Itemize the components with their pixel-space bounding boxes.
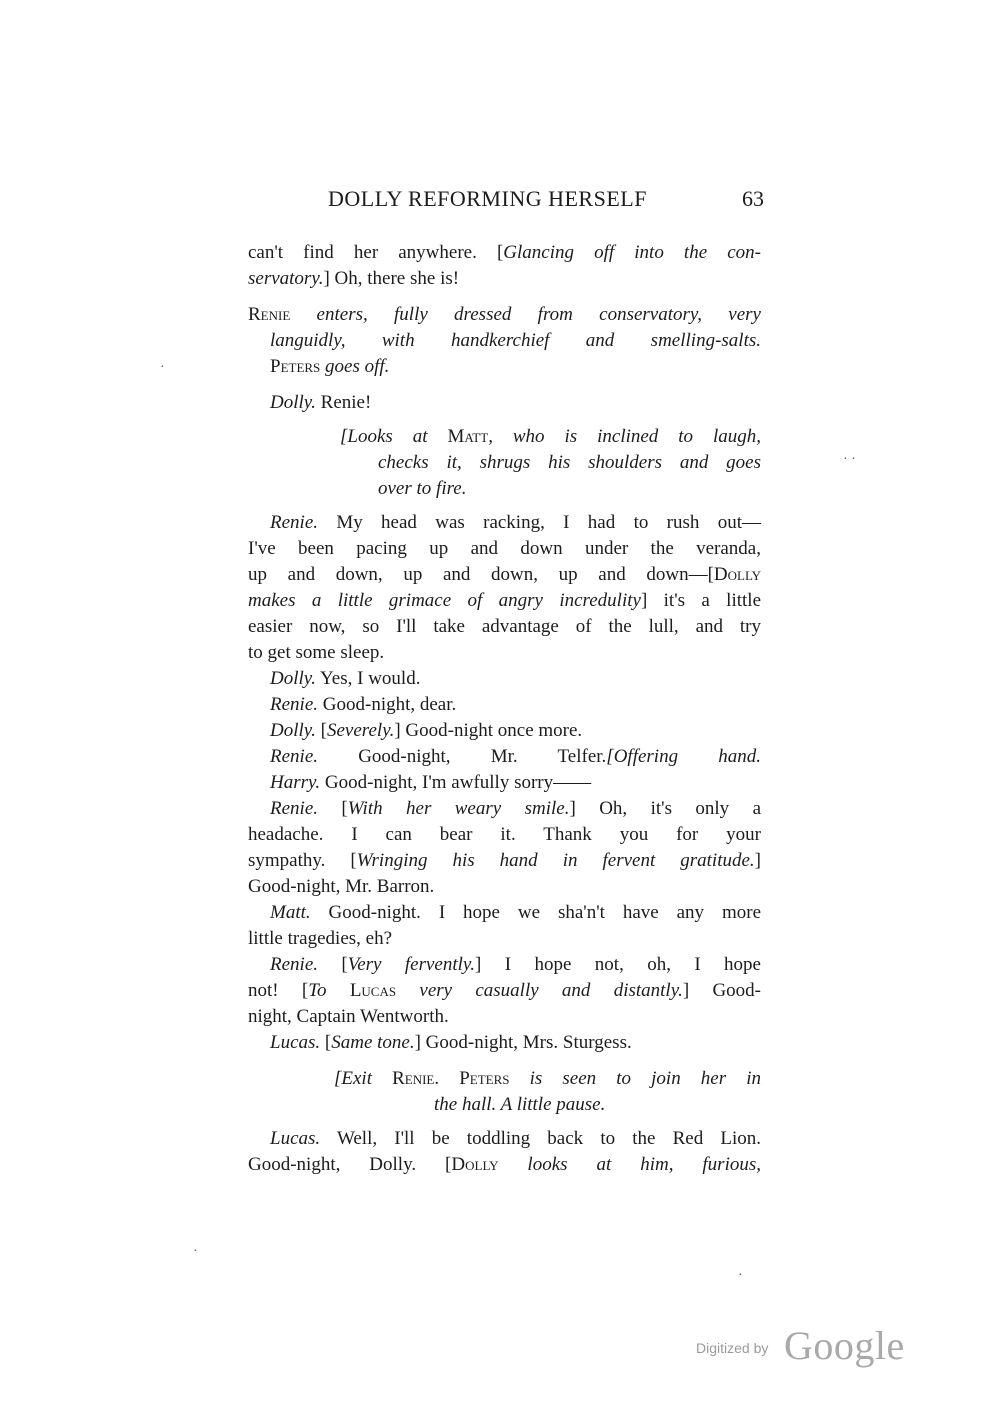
text-line: little tragedies, eh?	[248, 928, 393, 949]
speech-dolly: Dolly. [Severely.] Good-night once more.	[270, 720, 583, 741]
text-line: Renie. My head was racking, I had to rush out—	[270, 512, 761, 533]
speaker-name: Harry.	[270, 772, 321, 793]
speech-renie	[248, 510, 761, 666]
text-line: [Looks at Matt, who is inclined to laugh,	[340, 426, 761, 447]
text-line: makes a little grimace of angry incredulity] it's a little	[248, 590, 761, 611]
speech-matt	[248, 900, 761, 952]
scan-speck: ·	[193, 1244, 198, 1259]
stage-direction	[340, 424, 761, 502]
text-line: Renie. [Very fervently.] I hope not, oh, I hope	[270, 954, 761, 975]
speech-renie	[248, 952, 761, 1030]
text-line: Lucas. Well, I'll be toddling back to the Red Lion.	[270, 1128, 761, 1149]
text-line: Renie enters, fully dressed from conservatory, very	[248, 304, 761, 325]
speaker-name: Lucas.	[270, 1032, 321, 1053]
speaker-name: Renie.	[270, 954, 319, 975]
dialogue-block	[248, 666, 761, 796]
text-line: can't find her anywhere. [Glancing off into the con-	[248, 242, 761, 263]
stage-direction	[334, 1066, 761, 1118]
text-line: the hall. A little pause.	[434, 1094, 606, 1115]
text-line: Renie. [With her weary smile.] Oh, it's only a	[270, 798, 762, 819]
speaker-name: Renie.	[270, 798, 319, 819]
scan-speck: · ·	[843, 452, 856, 467]
text-line: Peters goes off.	[270, 356, 390, 377]
speaker-name: Renie.	[270, 746, 319, 767]
google-logo: Google	[784, 1323, 905, 1368]
speaker-name: Dolly.	[270, 392, 316, 413]
digitized-by-watermark	[696, 1318, 906, 1366]
speaker-name: Renie.	[270, 512, 319, 533]
page-number: 63	[742, 186, 764, 211]
speaker-name: Lucas.	[270, 1128, 321, 1149]
speech-renie	[248, 796, 761, 900]
text-line: servatory.] Oh, there she is!	[248, 268, 460, 289]
text-line: night, Captain Wentworth.	[248, 1006, 449, 1027]
text-line: easier now, so I'll take advantage of the lull, and try	[248, 616, 761, 637]
speech-harry: Harry. Good-night, I'm awfully sorry——	[270, 772, 592, 793]
text-line: Dolly. Renie!	[270, 392, 372, 413]
text-line: to get some sleep.	[248, 642, 385, 663]
running-title: DOLLY REFORMING HERSELF	[328, 186, 647, 211]
text-line: Good-night, Mr. Barron.	[248, 876, 435, 897]
text-line: languidly, with handkerchief and smelling-salts.	[270, 330, 761, 351]
text-line: Matt. Good-night. I hope we sha'n't have any more	[270, 902, 761, 923]
running-header	[328, 186, 764, 216]
speech-renie: Renie. Good-night, Mr. Telfer.[Offering hand.	[270, 746, 762, 767]
scan-speck: ·	[160, 360, 165, 375]
scan-speck: ·	[738, 1268, 743, 1283]
speech-dolly: Dolly. Yes, I would.	[270, 668, 421, 689]
text-line: checks it, shrugs his shoulders and goes	[378, 452, 761, 473]
speaker-name: Dolly.	[270, 668, 316, 689]
stage-direction	[248, 302, 761, 380]
text-line: Lucas. [Same tone.] Good-night, Mrs. Sturgess.	[270, 1032, 632, 1053]
speech-continuation	[248, 240, 761, 292]
speech-lucas	[248, 1030, 761, 1056]
text-line: [Exit Renie. Peters is seen to join her in	[334, 1068, 761, 1089]
text-line: Good-night, Dolly. [Dolly looks at him, furious,	[248, 1154, 762, 1175]
text-line: sympathy. [Wringing his hand in fervent gratitude.]	[248, 850, 761, 871]
text-line: over to fire.	[378, 478, 467, 499]
speaker-name: Matt.	[270, 902, 311, 923]
speaker-name: Dolly.	[270, 720, 316, 741]
text-line: I've been pacing up and down under the veranda,	[248, 538, 761, 559]
text-line: headache. I can bear it. Thank you for your	[248, 824, 761, 845]
text-line: not! [To Lucas very casually and distantly.] Good-	[248, 980, 762, 1001]
speaker-name: Renie.	[270, 694, 319, 715]
speech-dolly	[248, 390, 761, 416]
digitized-label: Digitized by	[696, 1340, 769, 1356]
speech-lucas	[248, 1126, 761, 1178]
speech-renie: Renie. Good-night, dear.	[270, 694, 457, 715]
text-line: up and down, up and down, up and down—[Dolly	[248, 564, 761, 585]
